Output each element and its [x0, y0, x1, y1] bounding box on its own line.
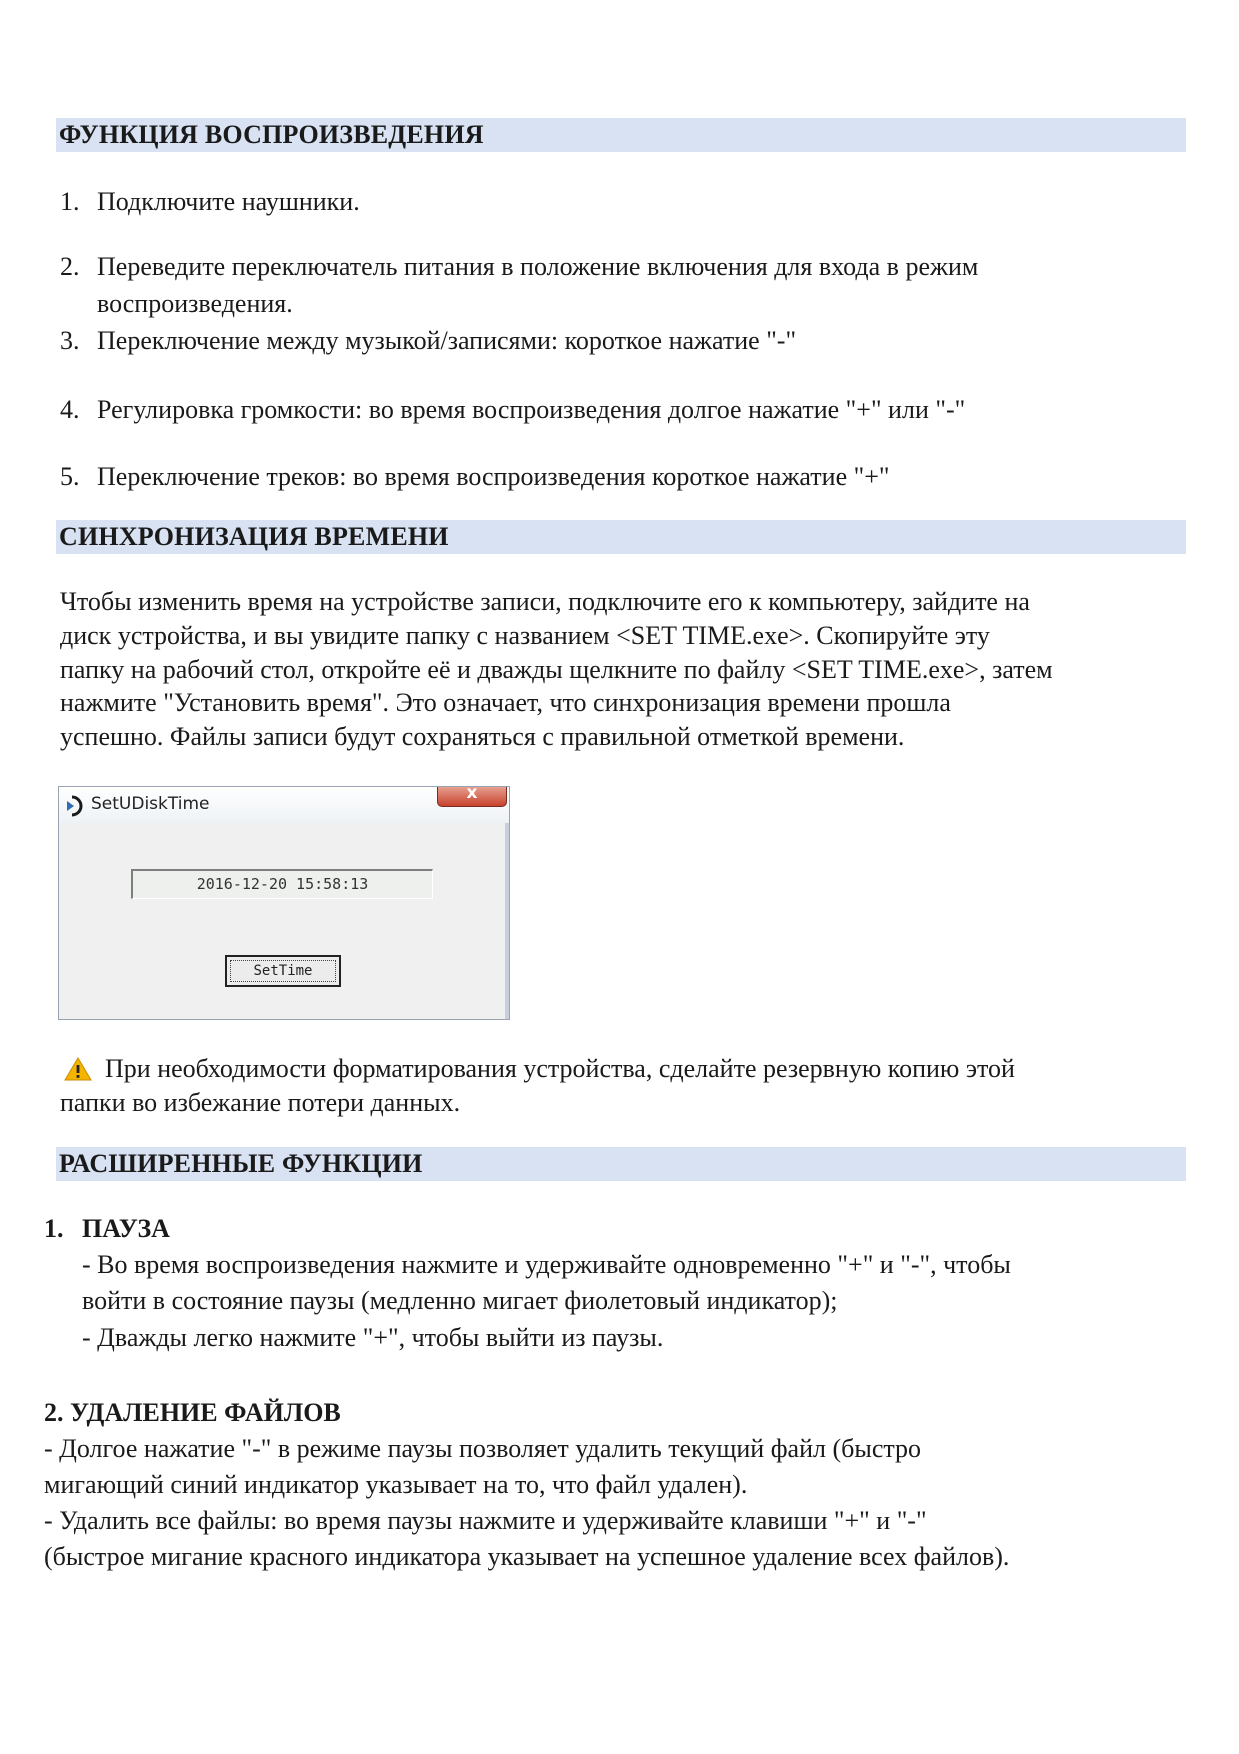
paragraph-line: диск устройства, и вы увидите папку с названием <SET TIME.exe>. Скопируйте эту	[60, 621, 990, 650]
section-title: ФУНКЦИЯ ВОСПРОИЗВЕДЕНИЯ	[59, 120, 484, 149]
pause-line: - Дважды легко нажмите "+", чтобы выйти из паузы.	[82, 1323, 664, 1352]
list-number: 2.	[60, 252, 80, 281]
warning-triangle-icon	[64, 1057, 92, 1081]
dialog-titlebar	[59, 787, 509, 823]
delete-line: (быстрое мигание красного индикатора указывает на успешное удаление всех файлов).	[44, 1542, 1010, 1571]
section-title: РАСШИРЕННЫЕ ФУНКЦИИ	[59, 1149, 423, 1178]
app-logo-icon	[63, 795, 85, 817]
pause-line: войти в состояние паузы (медленно мигает фиолетовый индикатор);	[82, 1286, 838, 1315]
dialog-frame-edge	[505, 823, 510, 1020]
list-number: 5.	[60, 462, 80, 491]
delete-line: - Удалить все файлы: во время паузы нажмите и удерживайте клавиши "+" и "-"	[44, 1506, 927, 1535]
paragraph-line: успешно. Файлы записи будут сохраняться с правильной отметкой времени.	[60, 722, 905, 751]
list-item-text: Переключение треков: во время воспроизведения короткое нажатие "+"	[97, 462, 890, 491]
close-icon: x	[466, 786, 478, 803]
pause-number: 1.	[44, 1214, 64, 1243]
section-header-playback	[56, 118, 1186, 152]
delete-heading: 2. УДАЛЕНИЕ ФАЙЛОВ	[44, 1398, 341, 1427]
pause-heading: ПАУЗА	[82, 1214, 170, 1243]
list-item-text: Подключите наушники.	[97, 187, 360, 216]
list-item-text: Регулировка громкости: во время воспроизведения долгое нажатие "+" или "-"	[97, 395, 966, 424]
close-button[interactable]	[437, 787, 507, 807]
warning-text: папки во избежание потери данных.	[60, 1088, 461, 1117]
delete-line: - Долгое нажатие "-" в режиме паузы позволяет удалить текущий файл (быстро	[44, 1434, 922, 1463]
dialog-title: SetUDiskTime	[91, 794, 210, 814]
settime-button[interactable]	[225, 955, 341, 987]
pause-line: - Во время воспроизведения нажмите и удерживайте одновременно "+" и "-", чтобы	[82, 1250, 1011, 1279]
list-number: 4.	[60, 395, 80, 424]
section-header-advanced	[56, 1147, 1186, 1181]
list-item-text: воспроизведения.	[97, 289, 293, 318]
list-item-text: Переведите переключатель питания в положение включения для входа в режим	[97, 252, 979, 281]
setudisktime-dialog-screenshot	[58, 786, 510, 1020]
section-title: СИНХРОНИЗАЦИЯ ВРЕМЕНИ	[59, 522, 449, 551]
paragraph-line: нажмите "Установить время". Это означает, что синхронизация времени прошла	[60, 688, 951, 717]
paragraph-line: Чтобы изменить время на устройстве записи, подключите его к компьютеру, зайдите на	[60, 587, 1030, 616]
list-number: 3.	[60, 326, 80, 355]
list-item-text: Переключение между музыкой/записями: короткое нажатие "-"	[97, 326, 797, 355]
section-header-sync	[56, 520, 1186, 554]
delete-line: мигающий синий индикатор указывает на то, что файл удален).	[44, 1470, 748, 1499]
settime-button-label: SetTime	[230, 960, 336, 982]
warning-text: При необходимости форматирования устройства, сделайте резервную копию этой	[105, 1054, 1015, 1083]
datetime-field[interactable]: 2016-12-20 15:58:13	[131, 869, 433, 899]
list-number: 1.	[60, 187, 80, 216]
paragraph-line: папку на рабочий стол, откройте её и дважды щелкните по файлу <SET TIME.exe>, затем	[60, 655, 1053, 684]
